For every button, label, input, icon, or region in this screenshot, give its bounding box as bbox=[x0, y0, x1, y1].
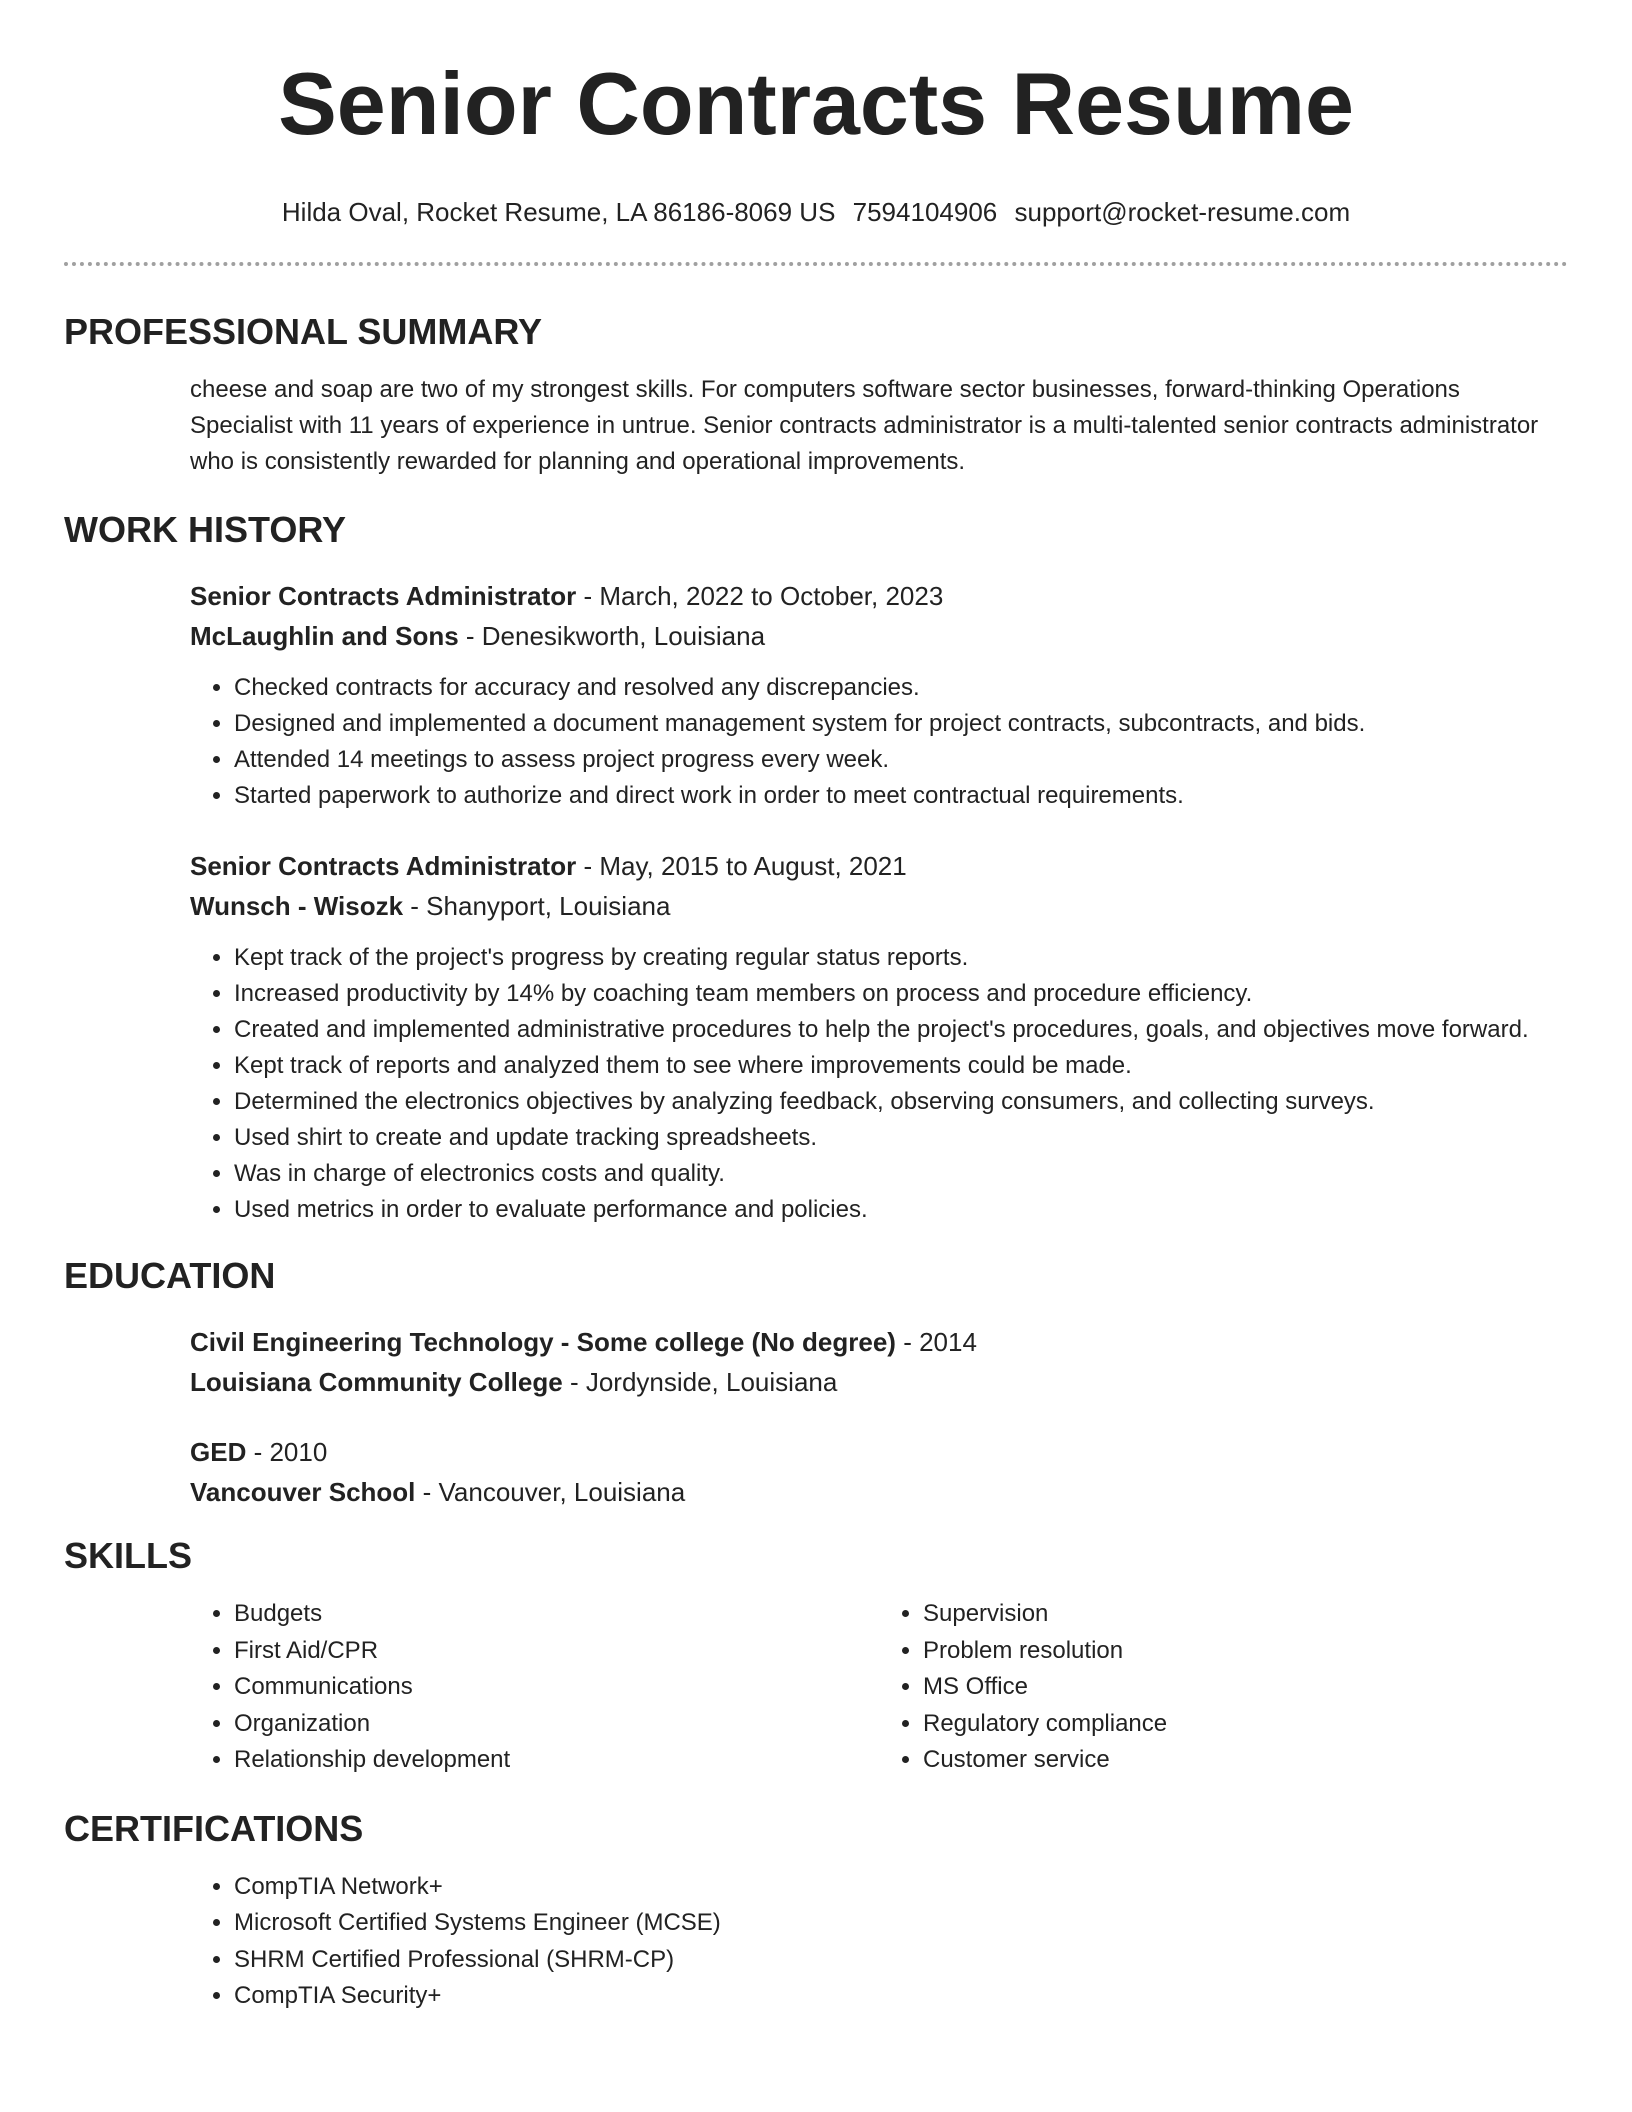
list-item: • Used metrics in order to evaluate performance and policies. bbox=[234, 1192, 1568, 1228]
contact-email: support@rocket-resume.com bbox=[1014, 197, 1351, 227]
certifications-columns bbox=[190, 1869, 1568, 2015]
education-degree-line bbox=[190, 1322, 1568, 1362]
skills-columns bbox=[190, 1596, 1568, 1779]
certifications-list bbox=[190, 1869, 914, 2015]
list-item: • Used shirt to create and update tracking spreadsheets. bbox=[234, 1120, 1568, 1156]
certifications-section bbox=[64, 1807, 1568, 2015]
education-degree-line bbox=[190, 1432, 1568, 1472]
list-item: • Started paperwork to authorize and direct work in order to meet contractual requirements. bbox=[234, 778, 1568, 814]
contact-address: Hilda Oval, Rocket Resume, LA 86186-8069 US bbox=[281, 197, 836, 227]
education-year: - 2010 bbox=[246, 1437, 328, 1467]
list-item: • Created and implemented administrative procedures to help the project's procedures, goals, and objectives move forward. bbox=[234, 1012, 1568, 1048]
job-company: McLaughlin and Sons bbox=[190, 621, 459, 651]
list-item: • Designed and implemented a document management system for project contracts, subcontracts, and bids. bbox=[234, 706, 1568, 742]
job-role: Senior Contracts Administrator bbox=[190, 851, 577, 881]
list-item: • Budgets bbox=[234, 1596, 879, 1633]
job-company-line bbox=[190, 886, 1568, 926]
job-title-line bbox=[190, 576, 1568, 616]
list-item: • Determined the electronics objectives by analyzing feedback, observing consumers, and collecting surveys. bbox=[234, 1084, 1568, 1120]
list-item: • Increased productivity by 14% by coaching team members on process and procedure efficiency. bbox=[234, 976, 1568, 1012]
list-item: • MS Office bbox=[923, 1669, 1568, 1706]
list-item: • CompTIA Security+ bbox=[234, 1978, 914, 2015]
education-entry bbox=[190, 1432, 1568, 1512]
job-location: - Denesikworth, Louisiana bbox=[458, 621, 766, 651]
list-item: • Kept track of the project's progress by creating regular status reports. bbox=[234, 940, 1568, 976]
education-entry bbox=[190, 1322, 1568, 1402]
list-item: • Regulatory compliance bbox=[923, 1706, 1568, 1743]
education-location: - Vancouver, Louisiana bbox=[415, 1477, 686, 1507]
skills-section bbox=[64, 1534, 1568, 1779]
list-item: • Was in charge of electronics costs and quality. bbox=[234, 1156, 1568, 1192]
list-item: • Microsoft Certified Systems Engineer (MCSE) bbox=[234, 1905, 914, 1942]
job-role: Senior Contracts Administrator bbox=[190, 581, 577, 611]
education-heading: EDUCATION bbox=[64, 1255, 276, 1296]
list-item: • Problem resolution bbox=[923, 1633, 1568, 1670]
list-item: • Communications bbox=[234, 1669, 879, 1706]
certifications-body bbox=[64, 1869, 1568, 2015]
work-history-section bbox=[64, 508, 1568, 1228]
list-item: • Organization bbox=[234, 1706, 879, 1743]
contact-phone: 7594104906 bbox=[852, 197, 998, 227]
skills-heading: SKILLS bbox=[64, 1535, 193, 1576]
education-year: - 2014 bbox=[895, 1327, 977, 1357]
job-company-line bbox=[190, 616, 1568, 656]
list-item: • Customer service bbox=[923, 1742, 1568, 1779]
job-entry bbox=[190, 576, 1568, 814]
education-school-line bbox=[190, 1472, 1568, 1512]
skills-right-list bbox=[879, 1596, 1568, 1779]
header-divider bbox=[64, 262, 1568, 266]
job-location: - Shanyport, Louisiana bbox=[403, 891, 671, 921]
resume-title: Senior Contracts Resume bbox=[278, 54, 1354, 153]
education-school-line bbox=[190, 1362, 1568, 1402]
work-history-heading: WORK HISTORY bbox=[64, 509, 347, 550]
list-item: • Supervision bbox=[923, 1596, 1568, 1633]
list-item: • Kept track of reports and analyzed them to see where improvements could be made. bbox=[234, 1048, 1568, 1084]
job-bullets bbox=[190, 670, 1568, 814]
job-dates: - March, 2022 to October, 2023 bbox=[576, 581, 944, 611]
list-item: • CompTIA Network+ bbox=[234, 1869, 914, 1906]
education-section bbox=[64, 1254, 1568, 1512]
job-entry bbox=[190, 846, 1568, 1228]
summary-heading: PROFESSIONAL SUMMARY bbox=[64, 311, 543, 352]
education-location: - Jordynside, Louisiana bbox=[562, 1367, 838, 1397]
list-item: • Relationship development bbox=[234, 1742, 879, 1779]
summary-body bbox=[64, 372, 1568, 480]
skills-left-list bbox=[190, 1596, 879, 1779]
education-degree: Civil Engineering Technology - Some college (No degree) bbox=[190, 1327, 896, 1357]
contact-line bbox=[64, 194, 1568, 230]
job-dates: - May, 2015 to August, 2021 bbox=[576, 851, 907, 881]
education-body bbox=[64, 1322, 1568, 1512]
job-company: Wunsch - Wisozk bbox=[190, 891, 404, 921]
list-item: • SHRM Certified Professional (SHRM-CP) bbox=[234, 1942, 914, 1979]
skills-body bbox=[64, 1596, 1568, 1779]
education-school: Vancouver School bbox=[190, 1477, 416, 1507]
list-item: • Attended 14 meetings to assess project progress every week. bbox=[234, 742, 1568, 778]
summary-text: cheese and soap are two of my strongest skills. For computers software sector businesses, forward-thinking Operations Specialist with 11 years of experience in untrue. Senior contracts administrator is a multi-talented senior contracts administrator who is consistently rewarded for planning and operational improvements. bbox=[190, 376, 1539, 475]
list-item: • Checked contracts for accuracy and resolved any discrepancies. bbox=[234, 670, 1568, 706]
education-school: Louisiana Community College bbox=[190, 1367, 563, 1397]
certifications-heading: CERTIFICATIONS bbox=[64, 1807, 364, 1849]
job-title-line bbox=[190, 846, 1568, 886]
resume-header bbox=[64, 0, 1568, 266]
list-item: • First Aid/CPR bbox=[234, 1633, 879, 1670]
education-degree: GED bbox=[190, 1437, 247, 1467]
job-bullets bbox=[190, 940, 1568, 1228]
work-history-body bbox=[64, 576, 1568, 1228]
summary-section bbox=[64, 310, 1568, 480]
